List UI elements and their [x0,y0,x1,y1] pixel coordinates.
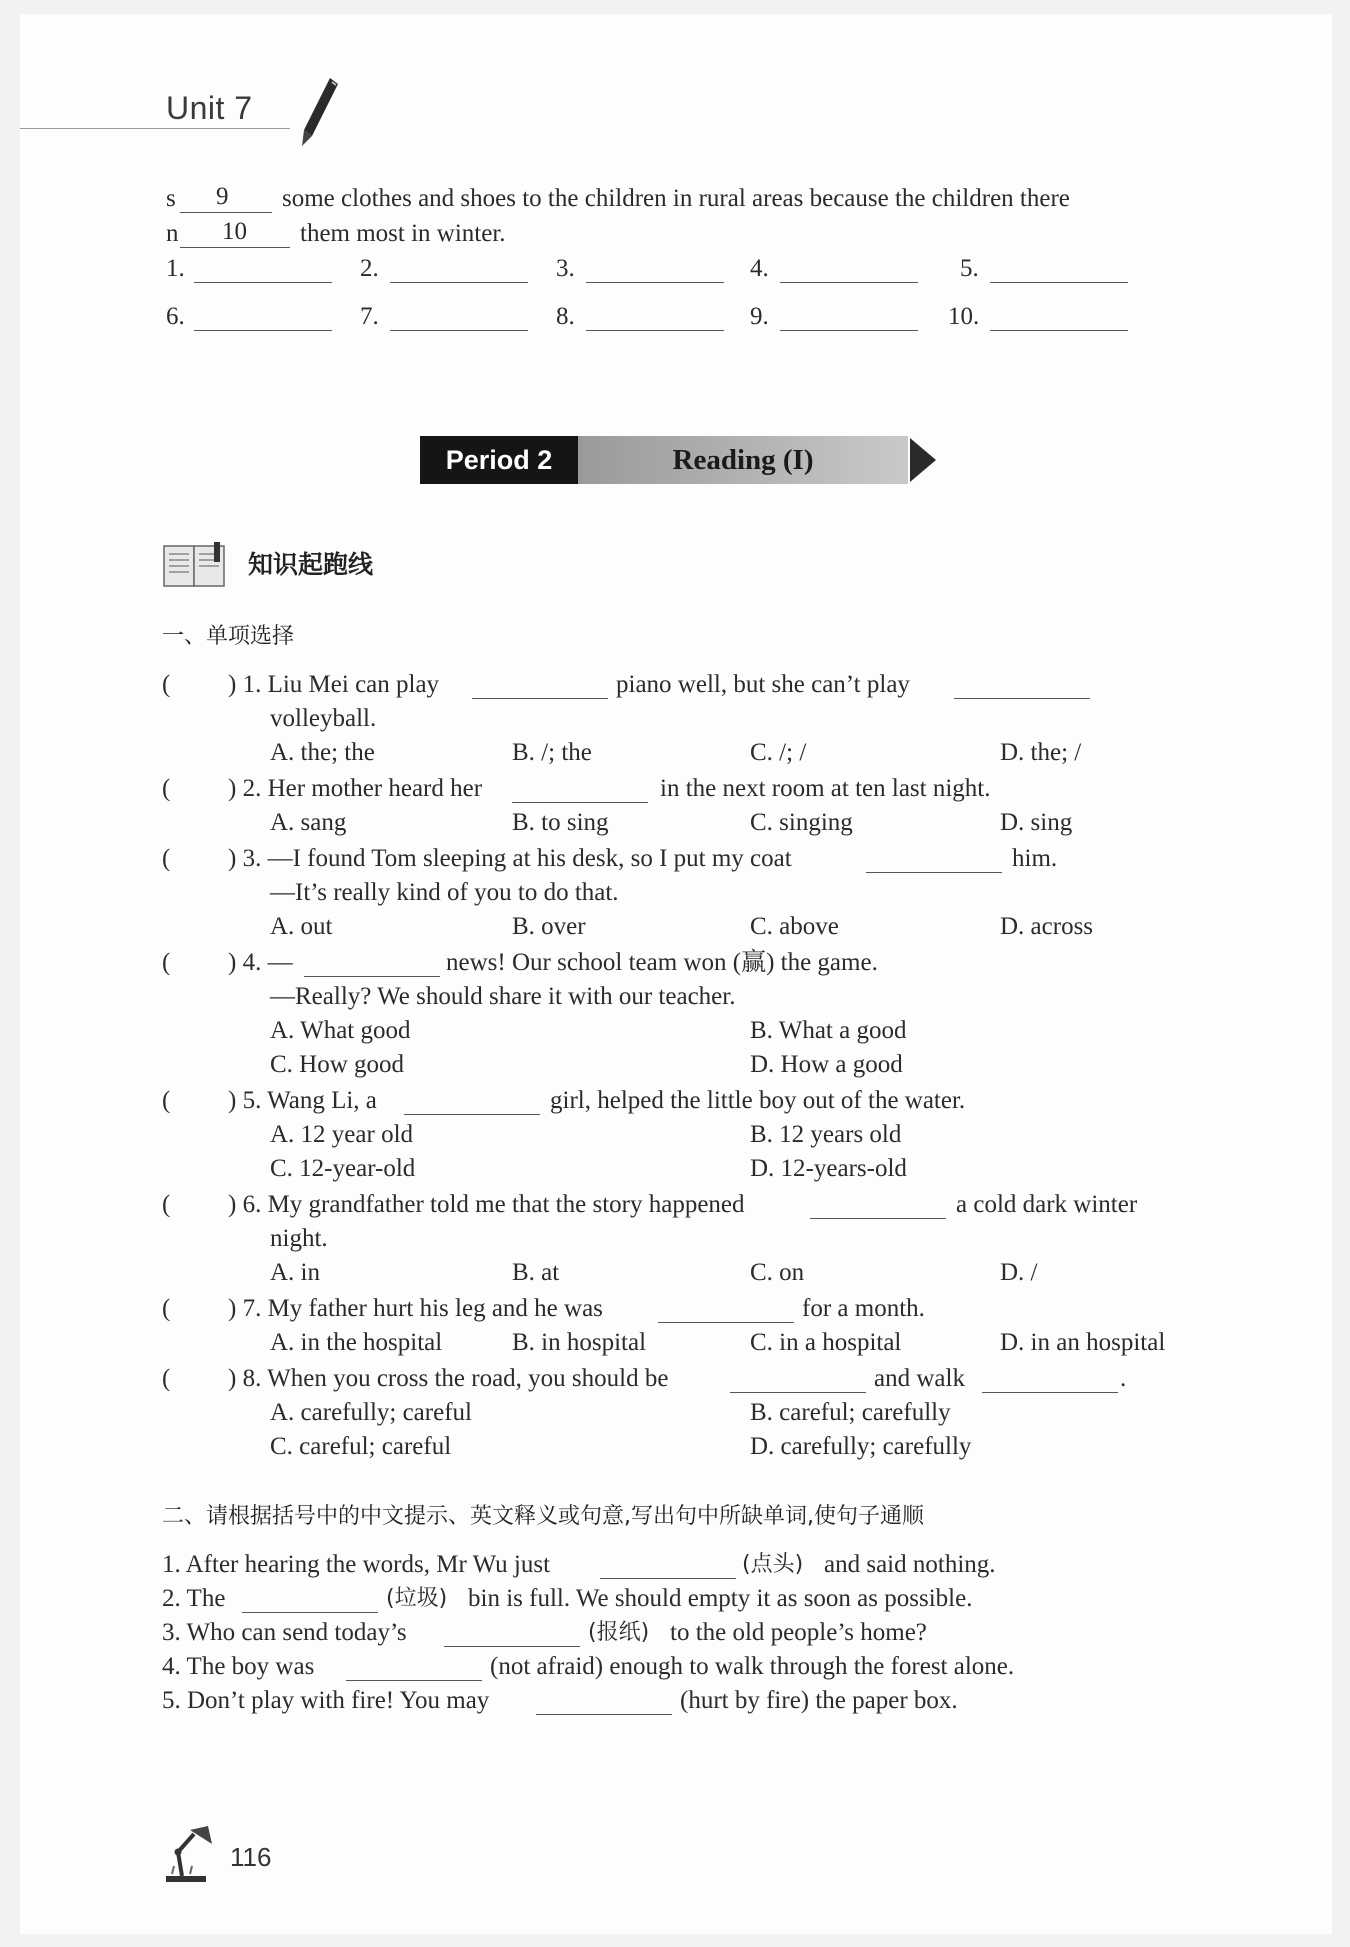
q2-mid: in the next room at ten last night. [660,775,991,802]
lamp-icon [160,1822,226,1886]
answer-label-3: 3. [556,255,575,282]
q8-end: . [1120,1365,1127,1392]
answer-blank-4[interactable] [780,282,918,283]
banner-arrow-icon [908,436,938,484]
p2-s2-hint: (垃圾) [386,1586,448,1611]
q5-option-c[interactable]: C. 12-year-old [270,1155,416,1182]
answer-label-2: 2. [360,255,379,282]
unit-title: Unit 7 [166,90,253,126]
q6-option-d[interactable]: D. / [1000,1259,1038,1286]
answer-blank-5[interactable] [990,282,1128,283]
q6-cont: night. [270,1225,328,1252]
part1-title: 一、单项选择 [162,624,295,649]
q4-cont: —Really? We should share it with our teacher. [270,983,736,1010]
pen-icon [292,74,342,154]
q7-mid: for a month. [802,1295,925,1322]
q3-blank[interactable] [866,872,1002,873]
q8-option-c[interactable]: C. careful; careful [270,1433,452,1460]
p2-s2-a: 2. The [162,1585,226,1612]
answer-blank-2[interactable] [390,282,528,283]
answer-label-5: 5. [960,255,979,282]
q3-paren: ( [162,845,171,872]
answer-label-10: 10. [948,303,980,330]
q7-option-d[interactable]: D. in an hospital [1000,1329,1166,1356]
q6-stem: ) 6. My grandfather told me that the story happened [228,1191,745,1218]
p2-s1-hint: (点头) [742,1552,804,1577]
q2-option-a[interactable]: A. sang [270,809,347,836]
q5-paren: ( [162,1087,171,1114]
passage-line-2: them most in winter. [300,220,506,247]
answer-label-7: 7. [360,303,379,330]
passage-number-10: 10 [222,218,247,245]
q2-blank[interactable] [512,802,648,803]
q6-option-a[interactable]: A. in [270,1259,320,1286]
q1-option-a[interactable]: A. the; the [270,739,375,766]
q5-stem: ) 5. Wang Li, a [228,1087,377,1114]
q1-stem: ) 1. Liu Mei can play [228,671,440,698]
p2-s5-a: 5. Don’t play with fire! You may [162,1687,490,1714]
q6-blank[interactable] [810,1218,946,1219]
q1-option-d[interactable]: D. the; / [1000,739,1082,766]
p2-s2-b: bin is full. We should empty it as soon as possible. [468,1585,973,1612]
part2-title: 二、请根据括号中的中文提示、英文释义或句意,写出句中所缺单词,使句子通顺 [162,1504,924,1529]
p2-s5-blank[interactable] [536,1714,672,1715]
q1-mid: piano well, but she can’t play [616,671,910,698]
q1-paren: ( [162,671,171,698]
q4-option-d[interactable]: D. How a good [750,1051,903,1078]
q7-stem: ) 7. My father hurt his leg and he was [228,1295,603,1322]
passage-blank-10[interactable] [180,247,290,248]
passage-number-9: 9 [216,183,229,210]
q6-option-c[interactable]: C. on [750,1259,805,1286]
q4-blank[interactable] [304,976,440,977]
p2-s5-b: (hurt by fire) the paper box. [680,1687,958,1714]
q6-paren: ( [162,1191,171,1218]
q3-option-a[interactable]: A. out [270,913,333,940]
q8-stem: ) 8. When you cross the road, you should be [228,1365,669,1392]
header-rule [20,128,290,129]
q3-mid: him. [1012,845,1058,872]
q7-option-b[interactable]: B. in hospital [512,1329,647,1356]
q1-blank-2[interactable] [954,698,1090,699]
q3-cont: —It’s really kind of you to do that. [270,879,619,906]
q6-mid: a cold dark winter [956,1191,1138,1218]
q7-option-a[interactable]: A. in the hospital [270,1329,443,1356]
q1-blank-1[interactable] [472,698,608,699]
q5-mid: girl, helped the little boy out of the water. [550,1087,966,1114]
q6-option-b[interactable]: B. at [512,1259,560,1286]
q8-mid: and walk [874,1365,965,1392]
q2-option-b[interactable]: B. to sing [512,809,609,836]
q4-option-a[interactable]: A. What good [270,1017,411,1044]
q8-option-a[interactable]: A. carefully; careful [270,1399,472,1426]
q8-option-b[interactable]: B. careful; carefully [750,1399,951,1426]
section-title: 知识起跑线 [248,550,374,579]
answer-label-6: 6. [166,303,185,330]
q5-option-b[interactable]: B. 12 years old [750,1121,902,1148]
answer-label-9: 9. [750,303,769,330]
q2-stem: ) 2. Her mother heard her [228,775,483,802]
p2-s4-b: (not afraid) enough to walk through the forest alone. [490,1653,1015,1680]
q4-mid: news! Our school team won (赢) the game. [446,949,878,976]
q5-blank[interactable] [404,1114,540,1115]
passage-letter-2: n [166,220,179,247]
answer-blank-8[interactable] [586,330,724,331]
q7-paren: ( [162,1295,171,1322]
q2-paren: ( [162,775,171,802]
q7-option-c[interactable]: C. in a hospital [750,1329,902,1356]
workbook-page [20,14,1332,1934]
q8-option-d[interactable]: D. carefully; carefully [750,1433,972,1460]
answer-blank-9[interactable] [780,330,918,331]
q2-option-c[interactable]: C. singing [750,809,853,836]
answer-label-1: 1. [166,255,185,282]
q3-option-b[interactable]: B. over [512,913,586,940]
answer-blank-7[interactable] [390,330,528,331]
answer-label-4: 4. [750,255,769,282]
answer-label-8: 8. [556,303,575,330]
q5-option-d[interactable]: D. 12-years-old [750,1155,907,1182]
p2-s1-a: 1. After hearing the words, Mr Wu just [162,1551,551,1578]
q4-option-b[interactable]: B. What a good [750,1017,907,1044]
p2-s4-a: 4. The boy was [162,1653,315,1680]
q4-option-c[interactable]: C. How good [270,1051,405,1078]
q5-option-a[interactable]: A. 12 year old [270,1121,414,1148]
passage-letter-1: s [166,185,176,212]
p2-s1-blank[interactable] [600,1578,736,1579]
q7-blank[interactable] [658,1322,794,1323]
answer-blank-6[interactable] [194,330,332,331]
answer-blank-1[interactable] [194,282,332,283]
page-number: 116 [230,1842,272,1872]
q8-blank-2[interactable] [982,1392,1118,1393]
p2-s2-blank[interactable] [242,1612,378,1613]
answer-blank-10[interactable] [990,330,1128,331]
p2-s3-blank[interactable] [444,1646,580,1647]
p2-s3-b: to the old people’s home? [670,1619,927,1646]
passage-blank-9[interactable] [180,212,272,213]
p2-s4-blank[interactable] [346,1680,482,1681]
book-icon [160,540,230,590]
q4-paren: ( [162,949,171,976]
q2-option-d[interactable]: D. sing [1000,809,1073,836]
period-banner-label: Period 2 [420,436,578,484]
q3-option-c[interactable]: C. above [750,913,839,940]
p2-s3-a: 3. Who can send today’s [162,1619,407,1646]
q3-stem: ) 3. —I found Tom sleeping at his desk, so I put my coat [228,845,792,872]
answer-blank-3[interactable] [586,282,724,283]
passage-line-1: some clothes and shoes to the children in rural areas because the children there [282,185,1070,212]
q1-option-b[interactable]: B. /; the [512,739,592,766]
q4-stem: ) 4. — [228,949,293,976]
q8-blank-1[interactable] [730,1392,866,1393]
q1-cont: volleyball. [270,705,377,732]
period-banner-title: Reading (I) [578,436,908,484]
q8-paren: ( [162,1365,171,1392]
q3-option-d[interactable]: D. across [1000,913,1094,940]
p2-s3-hint: (报纸) [588,1620,650,1645]
q1-option-c[interactable]: C. /; / [750,739,807,766]
p2-s1-b: and said nothing. [824,1551,996,1578]
